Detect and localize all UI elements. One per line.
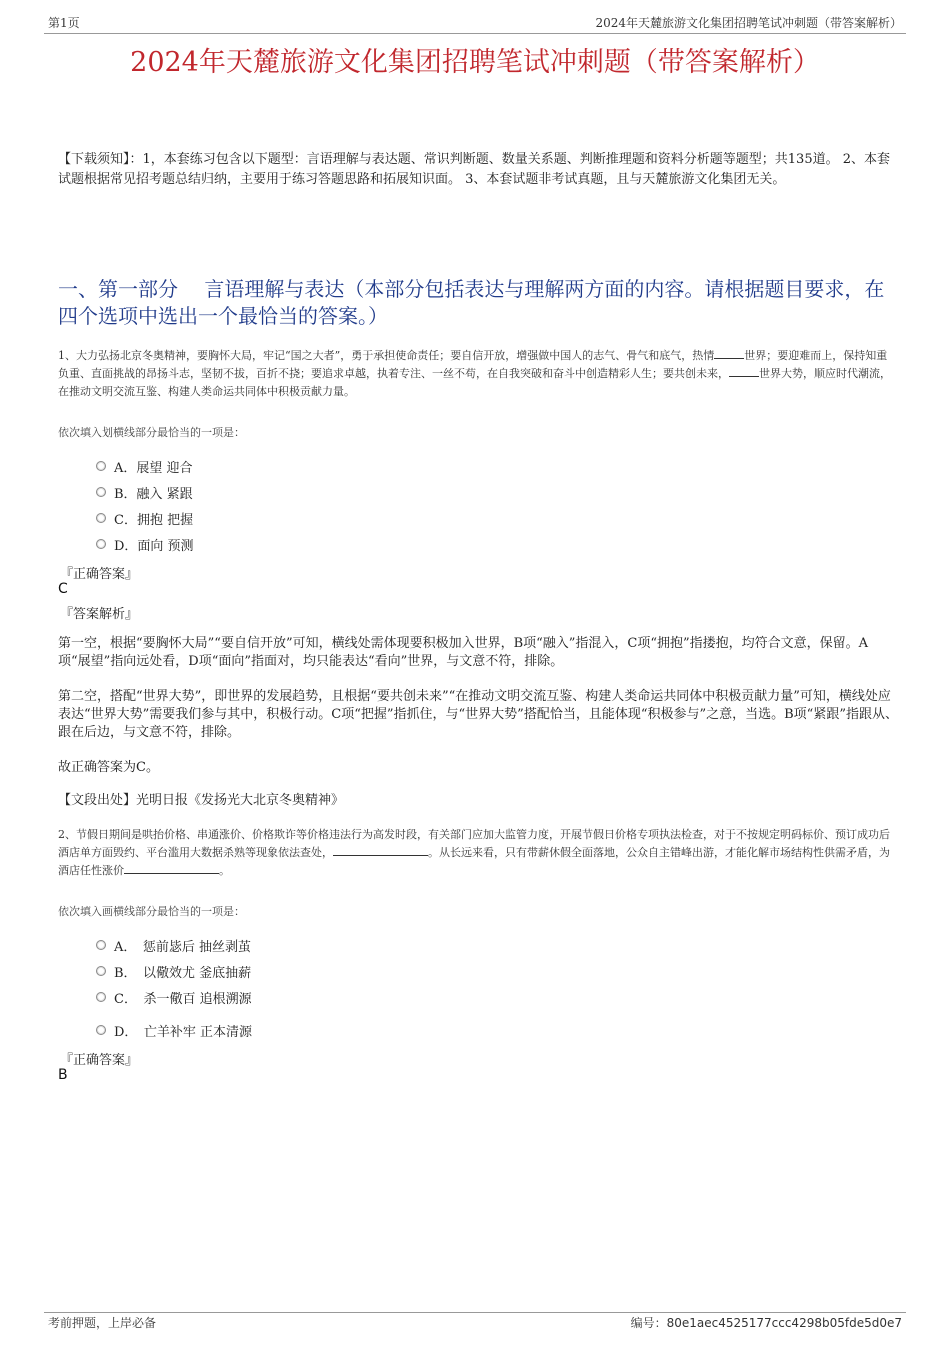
header-divider [44,33,906,34]
document-title: 2024年天麓旅游文化集团招聘笔试冲刺题（带答案解析） [130,47,820,78]
question-2-answer: B [58,1067,68,1083]
question-1-option-a[interactable] [96,456,193,476]
option-label: B．融入 紧跟 [114,486,193,502]
question-2-text-c: 。 [219,864,230,877]
radio-icon[interactable] [96,513,106,523]
page-number: 第1页 [48,16,80,30]
question-2-option-b[interactable] [96,961,251,981]
option-label: B． 以儆效尤 釜底抽薪 [114,965,252,981]
question-2-option-d[interactable] [96,1020,252,1040]
running-title: 2024年天麓旅游文化集团招聘笔试冲刺题（带答案解析） [595,16,902,30]
footer-slogan: 考前押题，上岸必备 [48,1316,157,1330]
code-label: 编号： [630,1316,667,1330]
question-2-answer-label: 『正确答案』 [60,1053,139,1068]
option-label: D．面向 预测 [114,538,194,554]
question-1-option-d[interactable] [96,534,194,554]
footer-divider [44,1312,906,1313]
blank-line [714,347,744,359]
question-2-text-b: 。从长远来看，只有带薪休假全面落地，公众自主错峰出游，才能化解市场结构性供需矛盾，为酒店任性涨价 [58,846,890,877]
question-2-text-a: 2、节假日期间是哄抬价格、串通涨价、价格欺诈等价格违法行为高发时段，有关部门应加大监管力度，开展节假日价格专项执法检查，对于不按规定明码标价、预订成功后酒店单方面毁约、平台滥用大数据杀熟等现象依法查处， [58,828,890,859]
radio-icon[interactable] [96,461,106,471]
question-1-prompt: 依次填入划横线部分最恰当的一项是： [58,426,245,439]
question-1-text-a: 1、大力弘扬北京冬奥精神，要胸怀大局，牢记“国之大者”，勇于承担使命责任；要自信开放，增强做中国人的志气、骨气和底气，热情 [58,349,715,362]
question-2-option-c[interactable] [96,987,252,1007]
question-1-text-c: 世界大势，顺应时代潮流，在推动文明交流互鉴、构建人类命运共同体中积极贡献力量。 [58,367,891,398]
radio-icon[interactable] [96,940,106,950]
question-1-conclusion: 故正确答案为C。 [58,760,159,775]
code-value: 80e1aec4525177ccc4298b05fde5d0e7 [666,1316,902,1330]
radio-icon[interactable] [96,487,106,497]
question-1-stem [58,347,898,401]
option-label: C．拥抱 把握 [114,512,194,528]
blank-line [333,844,428,856]
section-heading: 一、第一部分 言语理解与表达（本部分包括表达与理解两方面的内容。请根据题目要求，在四个选项中选出一个最恰当的答案。） [58,277,885,328]
question-1-text-b: 世界；要迎难而上，保持知重负重、直面挑战的昂扬斗志，坚韧不拔，百折不挠；要追求卓越，执着专注、一丝不苟，在自我突破和奋斗中创造精彩人生；要共创未来， [58,349,888,380]
radio-icon[interactable] [96,1025,106,1035]
option-label: D． 亡羊补牢 正本清源 [114,1024,253,1040]
question-1-analysis-1: 第一空，根据“要胸怀大局”“要自信开放”可知，横线处需体现要积极加入世界，B项“融入”指混入，C项“拥抱”指搂抱，均符合文意，保留。A项“展望”指向远处看，D项“面向”指面对，均只能表达“看向”世界，与文意不符，排除。 [58,636,869,669]
radio-icon[interactable] [96,539,106,549]
radio-icon[interactable] [96,966,106,976]
question-1-answer: C [58,581,68,597]
question-1-answer-label: 『正确答案』 [60,567,139,582]
question-2-stem [58,826,898,880]
question-2-option-a[interactable] [96,935,251,955]
question-1-source: 【文段出处】光明日报《发扬光大北京冬奥精神》 [58,793,345,808]
question-1-analysis-2: 第二空，搭配“世界大势”，即世界的发展趋势，且根据“要共创未来”“在推动文明交流互鉴、构建人类命运共同体中积极贡献力量”可知，横线处应表达“世界大势”需要我们参与其中，积极行动。C项“把握”指抓住，与“世界大势”搭配恰当，且能体现“积极参与”之意，当选。B项“紧跟”指跟从、跟在后边，与文意不符，排除。 [58,689,898,740]
question-1-option-c[interactable] [96,508,193,528]
option-label: A．展望 迎合 [114,460,193,476]
blank-line [124,862,219,874]
question-1-option-b[interactable] [96,482,193,502]
radio-icon[interactable] [96,992,106,1002]
document-code [631,1314,902,1331]
download-notice: 【下载须知】：1，本套练习包含以下题型：言语理解与表达题、常识判断题、数量关系题、判断推理题和资料分析题等题型；共135道。 2、本套试题根据常见招考题总结归纳，主要用于练习答题思路和拓展知识面。 3、本套试题非考试真题，且与天麓旅游文化集团无关。 [58,152,890,187]
question-1-analysis-label: 『答案解析』 [60,607,139,622]
option-label: C． 杀一儆百 追根溯源 [114,991,252,1007]
option-label: A． 惩前毖后 抽丝剥茧 [114,939,252,955]
blank-line [729,365,759,377]
question-2-prompt: 依次填入画横线部分最恰当的一项是： [58,905,245,918]
